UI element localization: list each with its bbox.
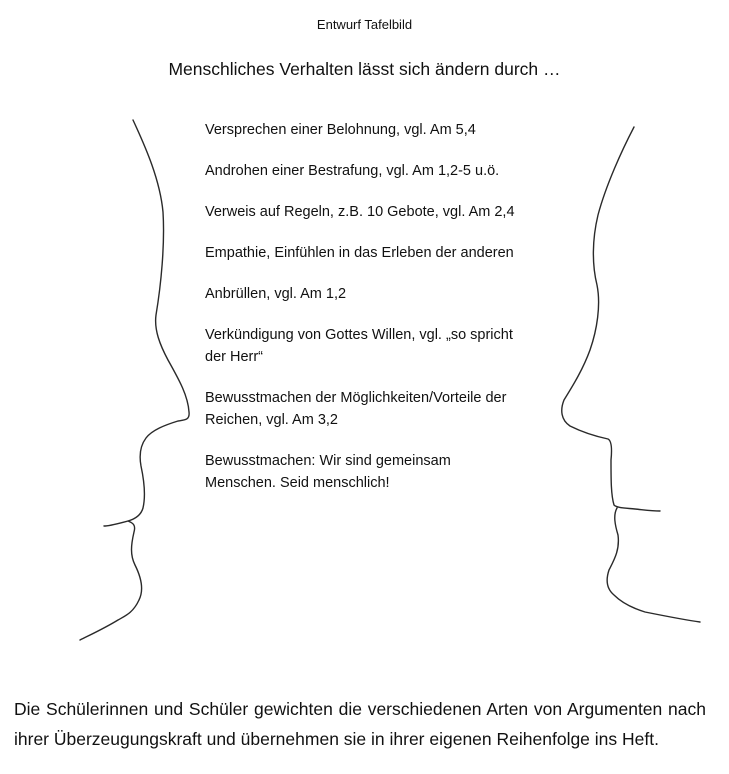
argument-list [205, 119, 525, 513]
document-caption: Entwurf Tafelbild [316, 17, 413, 32]
page-title: Menschliches Verhalten lässt sich ändern durch … [168, 59, 561, 79]
instruction-paragraph: Die Schülerinnen und Schüler gewichten die verschiedenen Arten von Argumenten nach ihrer Überzeugungskraft und übernehmen sie in ihrer eigenen Reihenfolge ins Heft. [14, 698, 706, 749]
right-face-profile-icon [562, 127, 700, 622]
left-face-profile-icon [80, 120, 189, 640]
argument-item: Anbrüllen, vgl. Am 1,2 [205, 286, 347, 302]
argument-item: Versprechen einer Belohnung, vgl. Am 5,4 [205, 122, 476, 138]
argument-item: Bewusstmachen: Wir sind gemeinsam Menschen. Seid menschlich! [205, 453, 451, 491]
argument-item: Verweis auf Regeln, z.B. 10 Gebote, vgl. Am 2,4 [205, 204, 515, 220]
argument-item: Bewusstmachen der Möglichkeiten/Vorteile der Reichen, vgl. Am 3,2 [205, 390, 507, 428]
argument-item: Verkündigung von Gottes Willen, vgl. „so spricht der Herr“ [205, 327, 513, 365]
argument-item: Empathie, Einfühlen in das Erleben der anderen [205, 245, 514, 261]
argument-item: Androhen einer Bestrafung, vgl. Am 1,2-5 u.ö. [205, 163, 500, 179]
